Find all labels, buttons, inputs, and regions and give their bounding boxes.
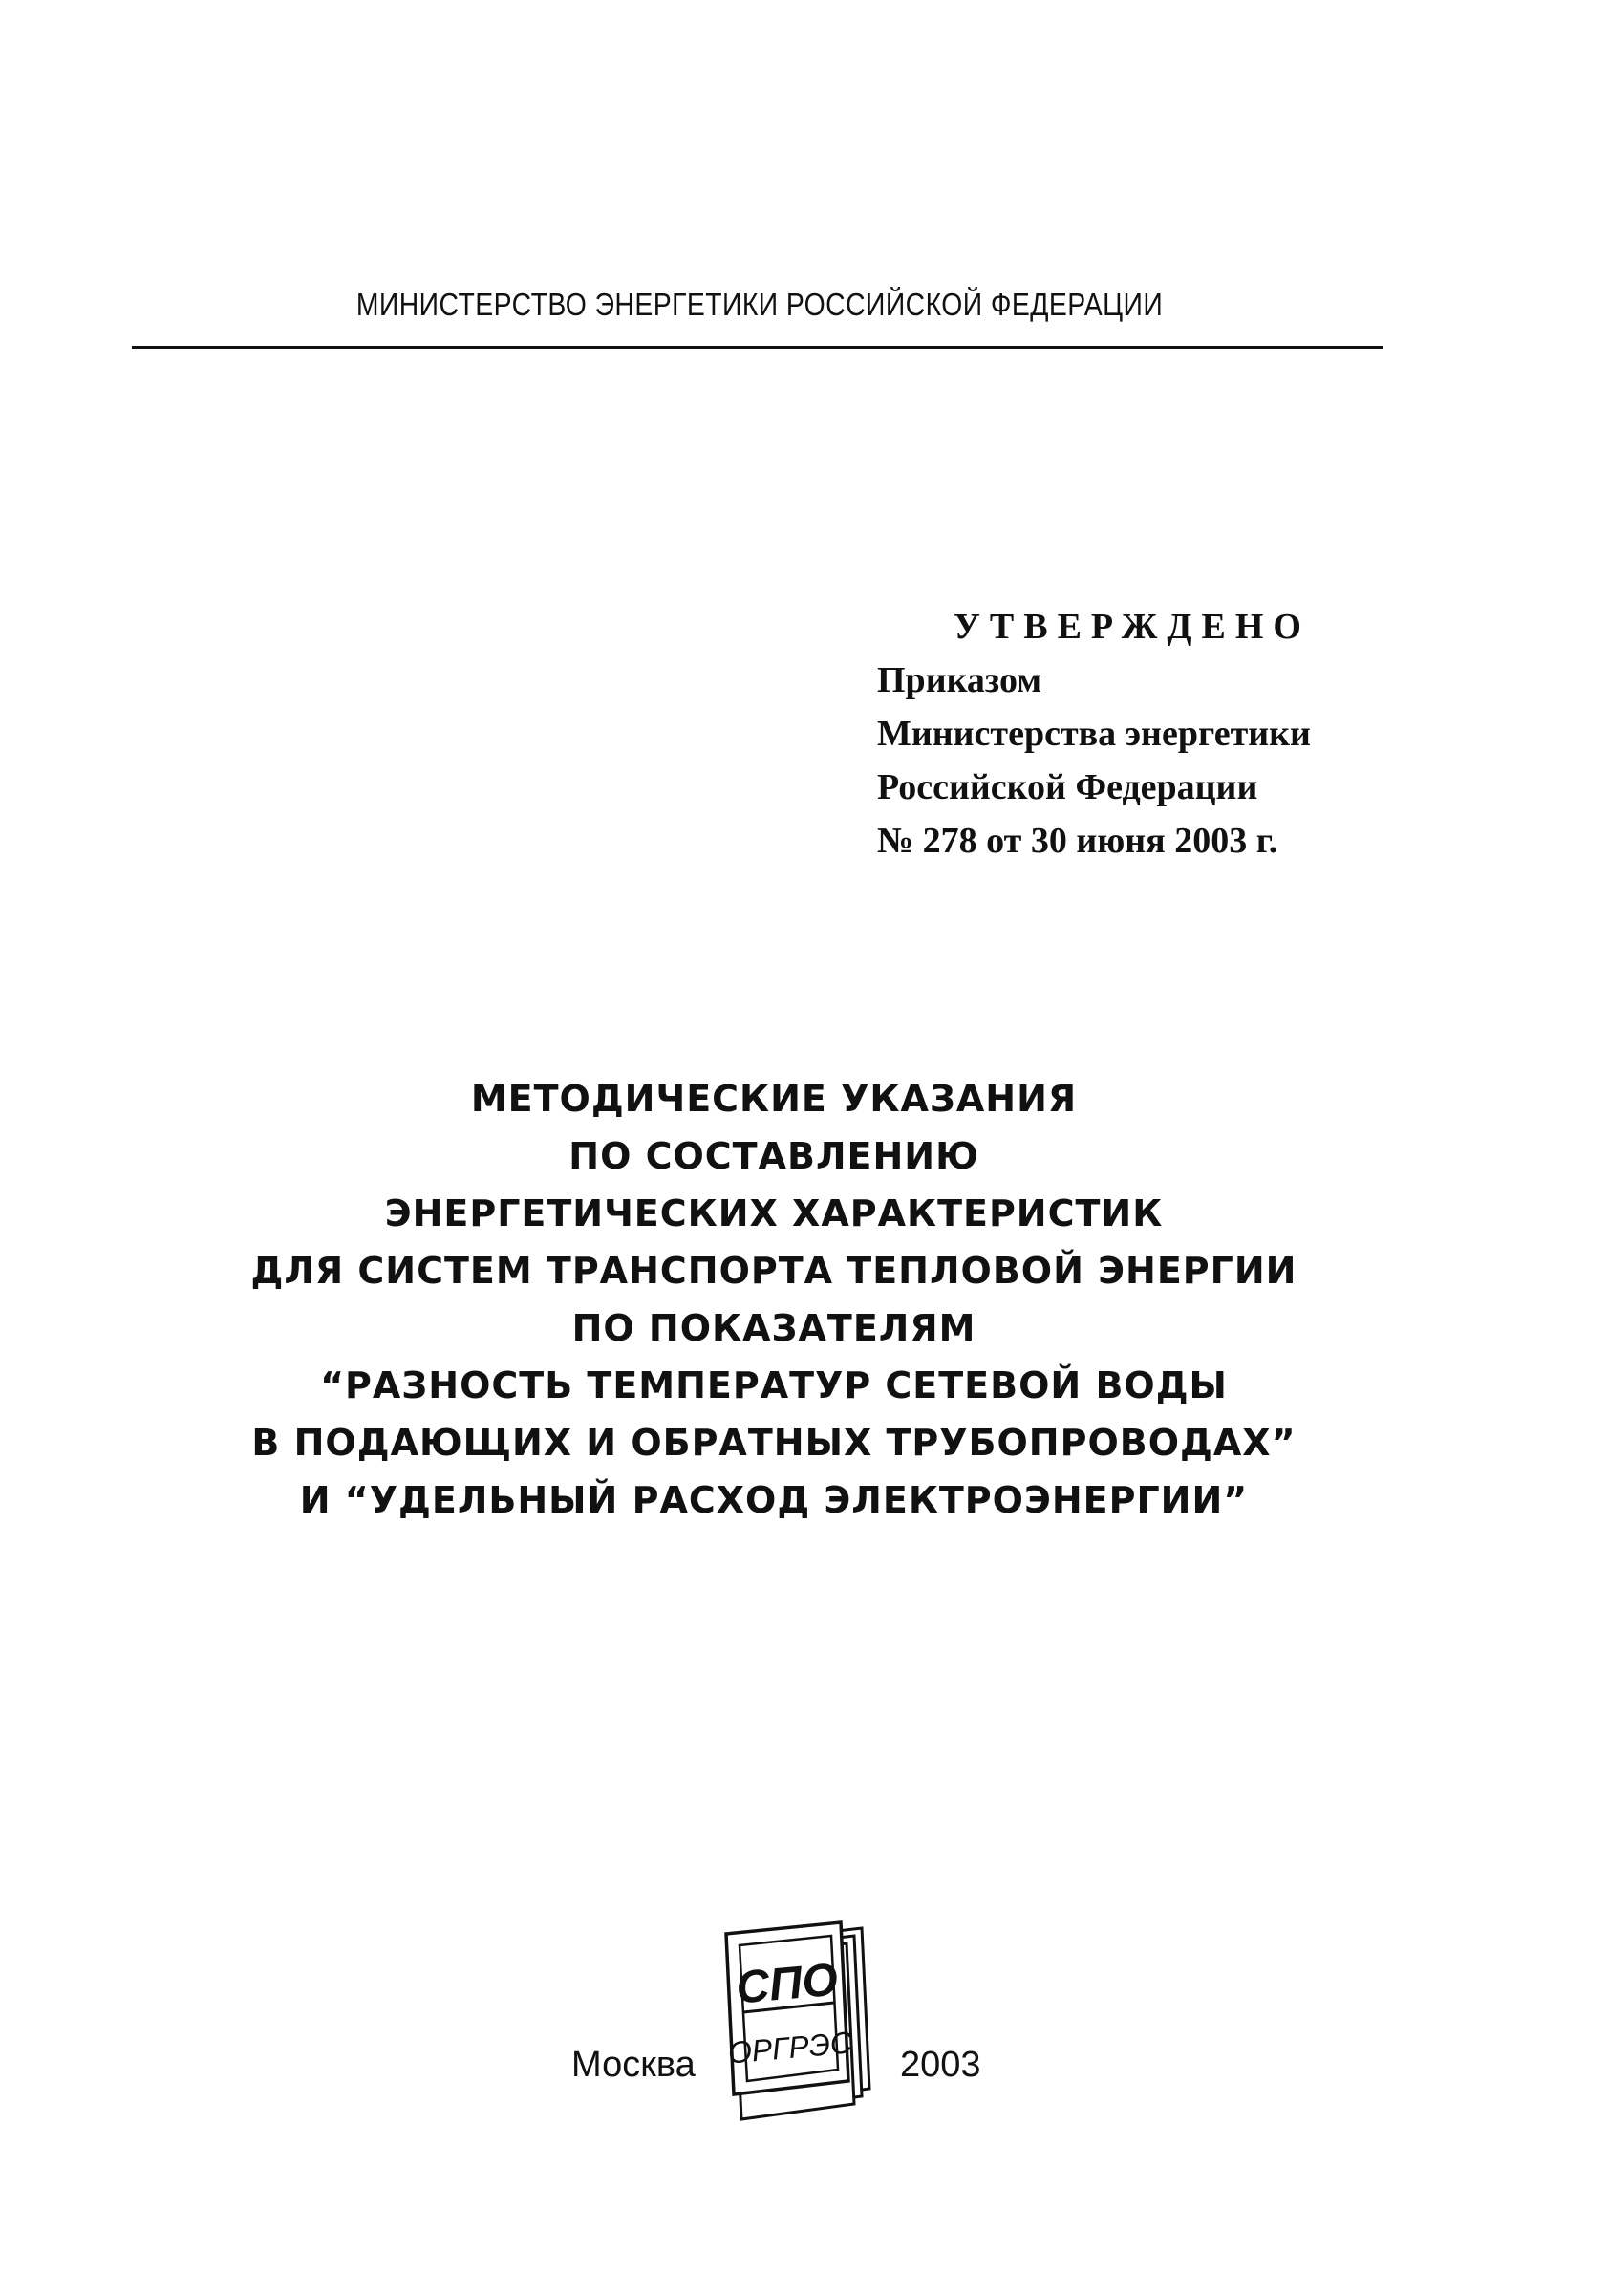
approval-block [877,600,1412,868]
publisher-logo-icon [718,1920,881,2121]
title-line: “РАЗНОСТЬ ТЕМПЕРАТУР СЕТЕВОЙ ВОДЫ [320,1364,1228,1406]
approval-line: Министерства энергетики [877,714,1311,754]
publication-year: 2003 [900,2045,981,2085]
approval-line: № 278 от 30 июня 2003 г. [877,821,1278,861]
approval-line: Приказом [877,660,1042,700]
approval-title: УТВЕРЖДЕНО [954,607,1311,647]
ministry-header: МИНИСТЕРСТВО ЭНЕРГЕТИКИ РОССИЙСКОЙ ФЕДЕРАЦИИ [355,287,1164,322]
title-line: ПО ПОКАЗАТЕЛЯМ [571,1307,976,1349]
title-line: ДЛЯ СИСТЕМ ТРАНСПОРТА ТЕПЛОВОЙ ЭНЕРГИИ [250,1250,1297,1292]
title-line: МЕТОДИЧЕСКИЕ УКАЗАНИЯ [470,1078,1078,1120]
approval-line: Российской Федерации [877,767,1258,807]
header-divider [132,346,1383,349]
logo-text-bottom: ОРГРЭС [726,2025,854,2071]
title-line: ЭНЕРГЕТИЧЕСКИХ ХАРАКТЕРИСТИК [384,1192,1164,1234]
title-line: В ПОДАЮЩИХ И ОБРАТНЫХ ТРУБОПРОВОДАХ” [251,1422,1297,1464]
logo-text-top: СПО [734,1954,841,2014]
document-title [134,1070,1414,1529]
title-line: И “УДЕЛЬНЫЙ РАСХОД ЭЛЕКТРОЭНЕРГИИ” [299,1479,1249,1521]
title-line: ПО СОСТАВЛЕНИЮ [568,1135,979,1177]
publication-city: Москва [571,2045,696,2085]
